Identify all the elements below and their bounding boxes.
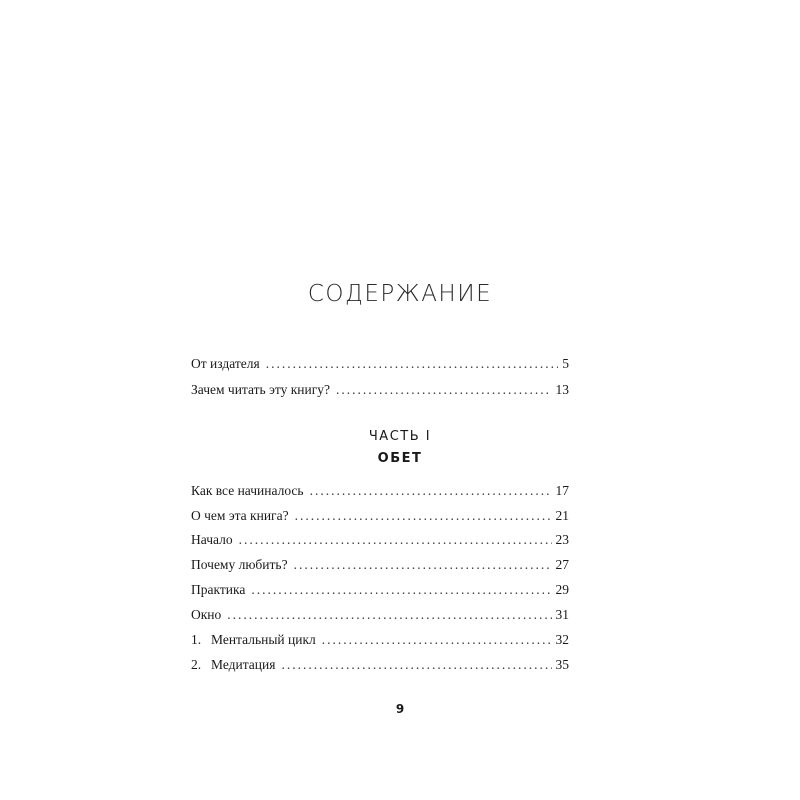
dot-leader (251, 581, 551, 599)
page-number: 9 (395, 702, 405, 716)
toc-entry-page: 35 (555, 657, 569, 672)
toc-entry-label: Начало (191, 532, 233, 547)
toc-entry (191, 581, 569, 599)
toc-entry-page: 27 (555, 557, 569, 572)
toc-entry-page: 5 (562, 356, 569, 371)
dot-leader (266, 355, 559, 373)
toc-entry (191, 355, 569, 373)
dot-leader (322, 631, 552, 649)
dot-leader (295, 507, 552, 525)
toc-entry (191, 606, 569, 624)
toc-entry-label: Ментальный цикл (211, 632, 316, 647)
toc-entry-page: 13 (555, 382, 569, 397)
toc-entry-number: 2. (191, 657, 202, 672)
toc-entry (191, 531, 569, 549)
toc-entry-page: 31 (555, 607, 569, 622)
toc-entry-page: 17 (555, 483, 569, 498)
toc-entry-label: Окно (191, 607, 222, 622)
toc-entry-page: 32 (555, 632, 569, 647)
toc-title: СОДЕРЖАНИЕ (307, 281, 493, 307)
toc-entry (191, 507, 569, 525)
toc-entry-label: О чем эта книга? (191, 508, 289, 523)
toc-entry-page: 21 (555, 508, 569, 523)
part-number: ЧАСТЬ I (368, 429, 432, 444)
dot-leader (239, 531, 552, 549)
toc-entry-label: Почему любить? (191, 557, 288, 572)
dot-leader (281, 656, 551, 674)
toc-entry (191, 381, 569, 399)
toc-entry-label: Практика (191, 582, 246, 597)
toc-entry-number: 1. (191, 632, 202, 647)
part-title: ОБЕТ (377, 451, 423, 466)
toc-entry (191, 556, 569, 574)
toc-entry (191, 482, 569, 500)
toc-entry-page: 23 (555, 532, 569, 547)
toc-entry-label: Как все начиналось (191, 483, 304, 498)
toc-entry-label: Зачем читать эту книгу? (191, 382, 330, 397)
toc-entry-label: Медитация (211, 657, 276, 672)
dot-leader (294, 556, 552, 574)
toc-entry-page: 29 (555, 582, 569, 597)
dot-leader (310, 482, 552, 500)
toc-entry (191, 656, 569, 674)
dot-leader (227, 606, 551, 624)
toc-entry (191, 631, 569, 649)
dot-leader (336, 381, 552, 399)
toc-entry-label: От издателя (191, 356, 260, 371)
